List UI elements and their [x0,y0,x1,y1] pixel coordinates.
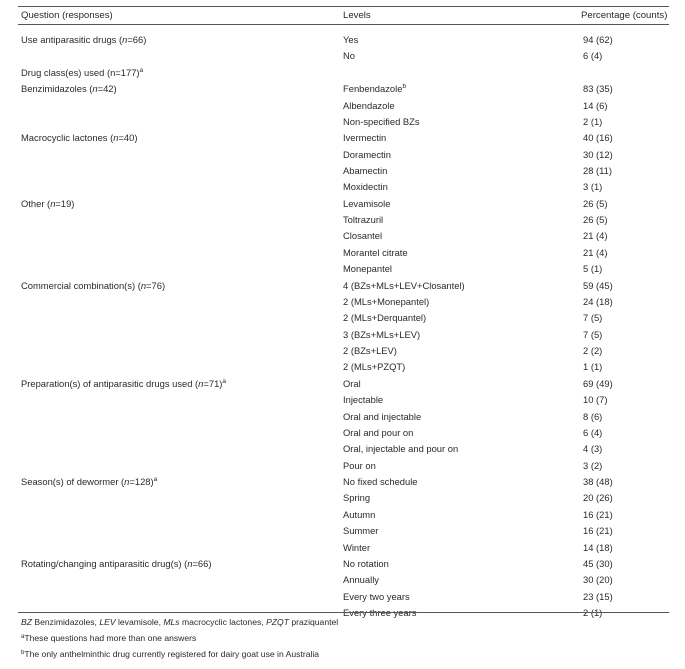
question-text: Other ( [21,197,51,209]
percentage-cell: 26 (5) [583,197,608,209]
level-cell [343,247,408,259]
question-text: Macrocyclic lactones ( [21,132,114,144]
table-row [0,542,685,558]
level-cell [343,263,392,275]
question-cell [21,280,165,292]
table-row [0,427,685,443]
footnote-b-marker: b [21,650,25,656]
level-cell [343,214,383,226]
abbreviation-definition: praziquantel [288,617,339,627]
level-text: Oral and pour on [343,426,414,438]
table-row [0,165,685,181]
percentage-cell: 2 (1) [583,115,603,127]
table-row [0,312,685,328]
level-cell [343,509,375,521]
table-row [0,329,685,345]
table-row [0,476,685,492]
level-cell [343,492,370,504]
percentage-cell: 4 (3) [583,443,603,455]
question-count: =128) [129,476,154,487]
question-count: =42) [97,83,117,95]
level-cell [343,591,410,603]
level-cell [343,34,358,46]
percentage-cell: 94 (62) [583,34,613,45]
percentage-cell: 28 (11) [583,165,613,176]
percentage-cell: 23 (15) [583,590,613,602]
percentage-cell: 24 (18) [583,295,613,307]
level-text: Oral and injectable [343,410,422,422]
level-text: Moxidectin [343,181,388,193]
header-percentage: Percentage (counts) [581,10,668,21]
level-cell [343,443,458,455]
percentage-cell: 7 (5) [583,312,603,324]
question-count: =76) [146,279,166,291]
level-cell [343,149,391,161]
level-cell [343,83,406,95]
table-row [0,214,685,230]
question-cell [21,34,146,46]
table-row [0,394,685,410]
level-cell [343,394,383,406]
question-cell [21,476,157,488]
level-cell [343,181,388,193]
level-text: 4 (BZs+MLs+LEV+Closantel) [343,279,465,291]
level-cell [343,476,418,488]
question-count: =71) [203,377,223,389]
abbreviation-term: BZ [21,617,32,627]
table-row [0,263,685,279]
percentage-cell: 40 (16) [583,132,613,144]
question-n-symbol: n [187,557,193,569]
question-cell [21,558,211,570]
question-cell [21,67,143,79]
table-row [0,67,685,83]
question-cell [21,198,74,210]
question-n-symbol: n [92,83,98,95]
level-cell [343,378,361,390]
abbreviation-term: PZQT [266,617,289,627]
level-cell [343,132,386,144]
table-row [0,525,685,541]
percentage-cell: 7 (5) [583,328,603,340]
level-text: Oral, injectable and pour on [343,443,459,455]
question-n-symbol: n [113,132,119,144]
percentage-cell: 10 (7) [583,394,608,406]
level-cell [343,345,397,357]
percentage-cell: 30 (12) [583,148,613,160]
level-text: Pour on [343,459,376,471]
footnote-a-marker: a [21,634,25,640]
table-bottom-rule [18,612,669,613]
level-text: Yes [343,34,359,45]
level-cell [343,50,355,62]
question-n-symbol: n [140,279,147,291]
level-cell [343,460,376,472]
question-count: =66) [192,557,212,569]
level-text: 2 (MLs+PZQT) [343,361,406,373]
abbreviation-definition: macrocyclic lactones, [179,617,267,627]
question-n-symbol: n [122,34,128,45]
table-row [0,345,685,361]
level-text: No [343,50,355,62]
question-footnote-marker: a [139,66,144,74]
level-cell [343,198,390,210]
footnote-b-text: The only anthelminthic drug currently registered for dairy goat use in Australia [24,649,320,659]
percentage-cell: 14 (18) [583,541,613,553]
percentage-cell: 14 (6) [583,99,608,111]
table-row [0,558,685,574]
table-row [0,247,685,263]
percentage-cell: 45 (30) [583,557,613,569]
question-text: Rotating/changing antiparasitic drug(s) ( [21,557,188,569]
abbreviation-term: MLs [163,617,180,627]
level-cell [343,280,465,292]
question-count: =19) [55,197,75,209]
level-cell [343,100,395,112]
level-cell [343,116,420,128]
level-text: No fixed schedule [343,476,418,487]
question-text: Drug class(es) used (n=177) [21,66,140,78]
percentage-cell: 21 (4) [583,246,608,258]
level-cell [343,427,413,439]
level-text: Ivermectin [343,132,387,144]
table-row [0,296,685,312]
level-text: Injectable [343,394,384,406]
level-text: Albendazole [343,99,395,111]
level-text: Annually [343,574,379,586]
level-text: 3 (BZs+MLs+LEV) [343,328,421,340]
table-row [0,83,685,99]
level-text: Fenbendazole [343,83,403,95]
percentage-cell: 1 (1) [583,361,603,373]
level-cell [343,525,378,537]
level-text: Levamisole [343,197,391,209]
percentage-cell: 6 (4) [583,426,603,438]
footnote-a-text: These questions had more than one answers [24,633,197,643]
level-cell [343,411,421,423]
percentage-cell: 26 (5) [583,214,608,226]
percentage-cell: 3 (1) [583,181,603,193]
percentage-cell: 69 (49) [583,377,613,389]
level-text: Every two years [343,590,410,602]
table-row [0,509,685,525]
level-cell [343,558,389,570]
table-row [0,34,685,50]
percentage-cell: 16 (21) [583,525,613,537]
question-cell [21,378,226,390]
level-text: Morantel citrate [343,246,408,258]
level-text: 2 (MLs+Monepantel) [343,295,430,307]
table-row [0,181,685,197]
percentage-cell: 8 (6) [583,410,603,422]
table-row [0,361,685,377]
question-cell [21,132,137,144]
level-cell [343,296,429,308]
level-text: Oral [343,377,361,389]
level-text: Spring [343,492,371,504]
percentage-cell: 38 (48) [583,476,613,487]
level-text: Doramectin [343,148,391,160]
header-question: Question (responses) [21,10,113,21]
percentage-cell: 5 (1) [583,263,603,275]
percentage-cell: 3 (2) [583,459,603,471]
level-cell [343,607,416,619]
percentage-cell: 21 (4) [583,230,608,242]
level-footnote-marker: b [402,83,407,91]
percentage-cell: 83 (35) [583,83,613,95]
level-cell [343,574,379,586]
level-text: 2 (BZs+LEV) [343,345,397,356]
table-row [0,50,685,66]
level-text: Abamectin [343,165,388,176]
table-row [0,280,685,296]
abbreviation-definition: Benzimidazoles, [31,617,100,627]
table-row [0,100,685,116]
table-row [0,591,685,607]
level-cell [343,312,426,324]
level-text: Closantel [343,230,383,242]
header-levels: Levels [343,10,371,21]
percentage-cell: 2 (2) [583,345,603,356]
table-row [0,198,685,214]
percentage-cell: 59 (45) [583,279,613,291]
level-text: Autumn [343,508,376,520]
question-footnote-marker: a [222,377,227,385]
percentage-cell: 6 (4) [583,50,603,62]
footnote-abbreviations [21,617,338,628]
question-count: =40) [118,132,138,144]
table-row [0,230,685,246]
question-text: Commercial combination(s) ( [21,279,141,291]
level-text: 2 (MLs+Derquantel) [343,312,427,324]
table-row [0,492,685,508]
question-n-symbol: n [50,197,56,209]
question-count: =66) [127,34,147,45]
level-cell [343,230,382,242]
question-n-symbol: n [124,476,130,487]
footnote-b [21,649,319,660]
question-cell [21,83,117,95]
table-row [0,460,685,476]
question-n-symbol: n [198,377,204,389]
level-text: Winter [343,541,371,553]
level-cell [343,542,370,554]
percentage-cell: 16 (21) [583,508,613,520]
abbreviation-term: LEV [99,617,116,627]
level-cell [343,329,420,341]
question-footnote-marker: a [153,476,158,483]
table-row [0,411,685,427]
question-text: Benzimidazoles ( [21,83,93,95]
percentage-cell: 20 (26) [583,492,613,504]
table-row [0,132,685,148]
level-text: Non-specified BZs [343,115,420,127]
level-text: Monepantel [343,263,392,275]
level-text: Summer [343,525,379,537]
level-text: Toltrazuril [343,214,384,226]
percentage-cell [583,607,602,619]
table-row [0,574,685,590]
table-row [0,116,685,132]
question-text: Season(s) of dewormer ( [21,476,125,487]
level-cell [343,361,405,373]
table-row [0,149,685,165]
level-cell [343,165,387,177]
table-row [0,443,685,459]
table-row [0,378,685,394]
footnote-a [21,633,196,644]
question-text: Use antiparasitic drugs ( [21,34,123,45]
abbreviation-definition: levamisole, [115,617,164,627]
question-text: Preparation(s) of antiparasitic drugs used ( [21,377,199,389]
percentage-cell: 30 (20) [583,574,613,586]
level-text: No rotation [343,557,389,569]
